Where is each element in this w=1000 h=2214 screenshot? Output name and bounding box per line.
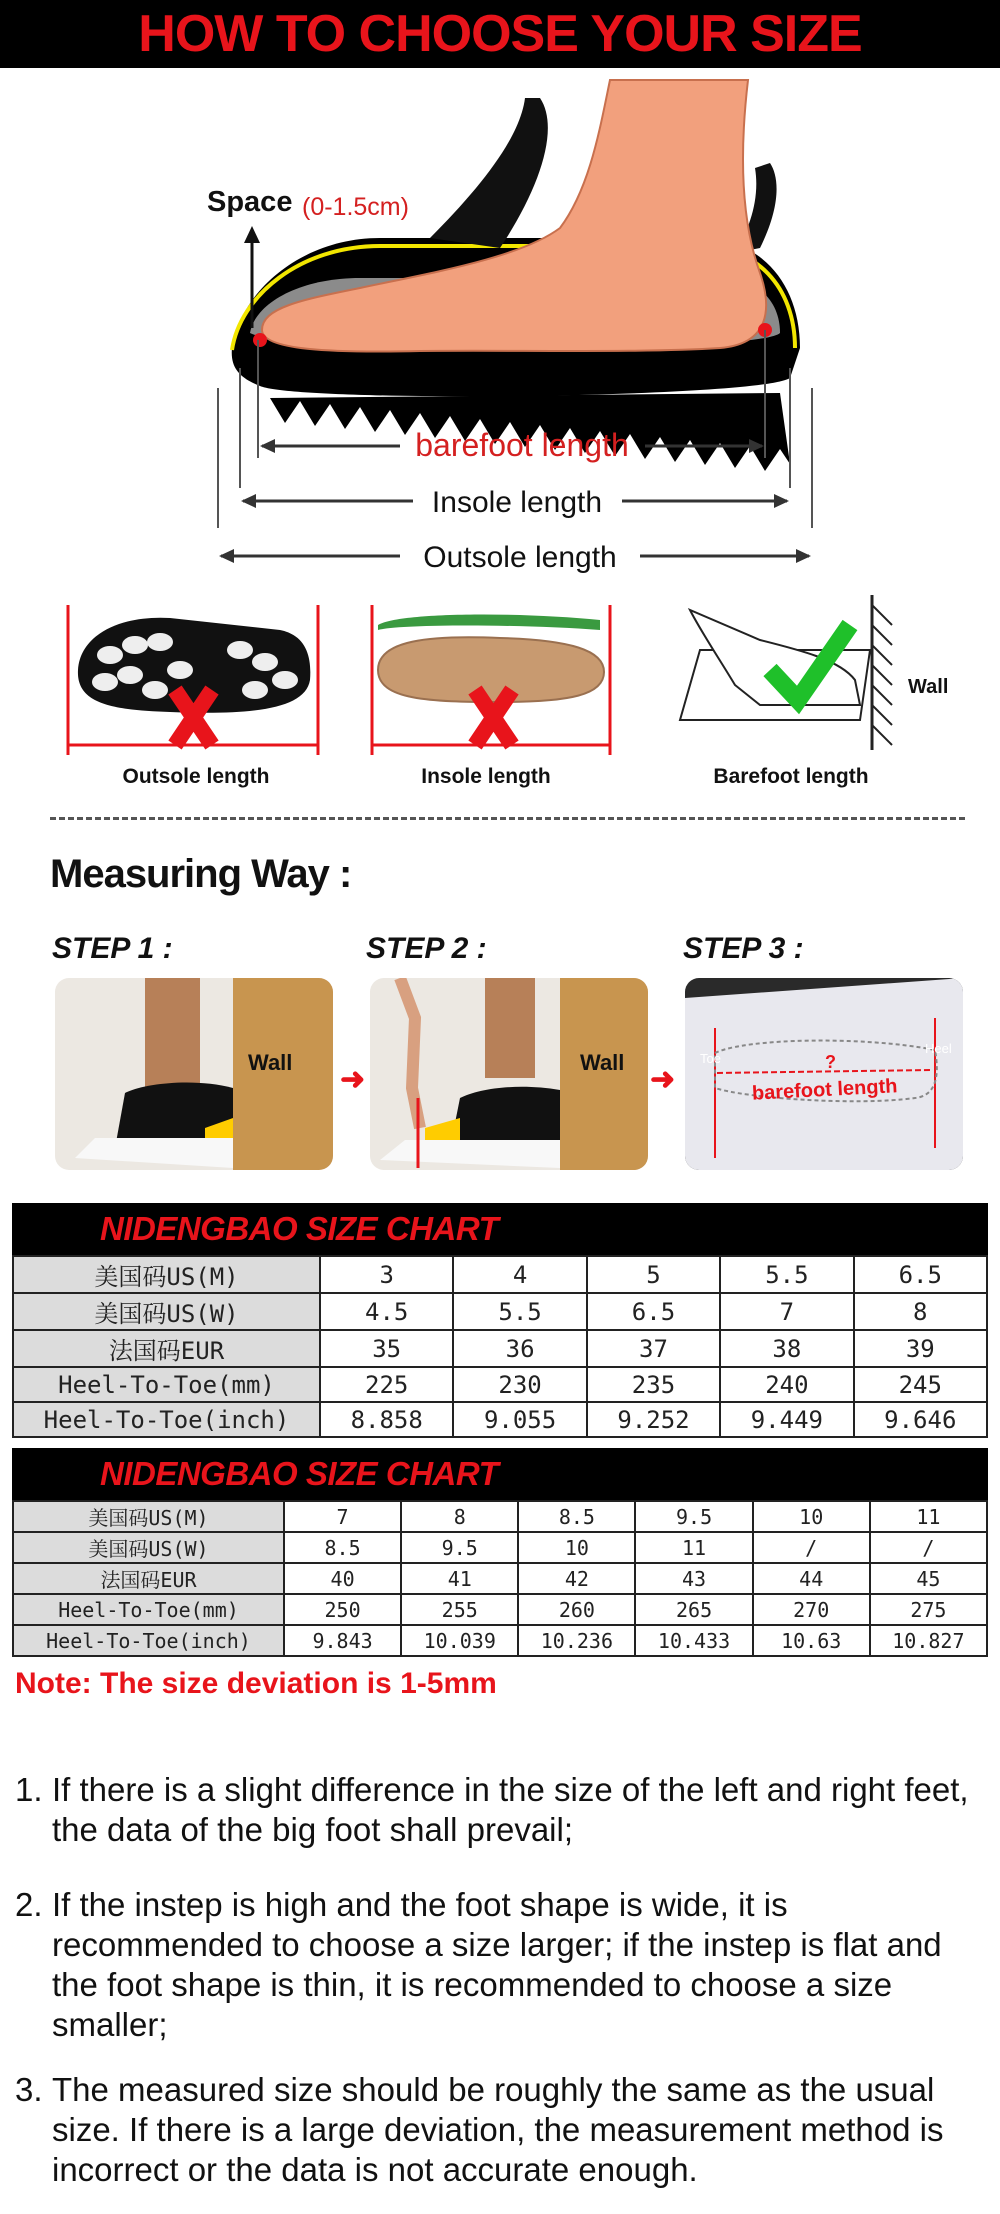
table-cell: 9.646 <box>854 1402 987 1437</box>
table-cell: 5.5 <box>720 1256 853 1293</box>
table-cell: 43 <box>635 1563 752 1594</box>
tip-3 <box>15 2070 990 2190</box>
size-chart-2-title: NIDENGBAO SIZE CHART <box>100 1455 499 1492</box>
foot-diagram <box>0 68 1000 588</box>
row-label: 法国码EUR <box>13 1563 284 1594</box>
table-row <box>13 1625 987 1656</box>
table-cell: 235 <box>587 1367 720 1402</box>
step-2-wall: Wall <box>580 1050 625 1075</box>
table-cell: 9.5 <box>401 1532 518 1563</box>
table-cell: 9.055 <box>453 1402 586 1437</box>
space-label: Space <box>207 186 293 218</box>
table-cell: 41 <box>401 1563 518 1594</box>
table-cell: 45 <box>870 1563 987 1594</box>
size-chart-1-header <box>12 1203 988 1255</box>
row-label: 美国码US(W) <box>13 1293 320 1330</box>
table-cell: 8.5 <box>284 1532 401 1563</box>
tip-3-text: The measured size should be roughly the same as the usual size. If there is a large deviation, the measurement method is incorrect or the data is not accurate enough. <box>52 2071 944 2188</box>
table-cell: 10.039 <box>401 1625 518 1656</box>
tip-1-text: If there is a slight difference in the size of the left and right feet, the data of the big foot shall prevail; <box>52 1771 969 1848</box>
measuring-way-title: Measuring Way : <box>50 852 352 896</box>
table-row <box>13 1402 987 1437</box>
size-chart-2-header <box>12 1448 988 1500</box>
step-2-image <box>370 978 648 1170</box>
table-cell: 37 <box>587 1330 720 1367</box>
table-cell: 10 <box>518 1532 635 1563</box>
table-cell: 230 <box>453 1367 586 1402</box>
table-cell: / <box>753 1532 870 1563</box>
insole-length-label: Insole length <box>431 486 603 519</box>
size-chart-1 <box>12 1203 988 1438</box>
table-row <box>13 1563 987 1594</box>
barefoot-length-label: barefoot length <box>415 427 629 463</box>
tip-1 <box>15 1770 990 1850</box>
table-cell: 240 <box>720 1367 853 1402</box>
table-cell: 3 <box>320 1256 453 1293</box>
table-cell: 6.5 <box>587 1293 720 1330</box>
table-cell: 275 <box>870 1594 987 1625</box>
barefoot-illustration <box>680 595 948 750</box>
step-3-question: ? <box>825 1052 836 1072</box>
table-cell: 255 <box>401 1594 518 1625</box>
step-2-label: STEP 2 : <box>366 932 487 965</box>
table-cell: 10.827 <box>870 1625 987 1656</box>
table-cell: 5.5 <box>453 1293 586 1330</box>
table-cell: 11 <box>635 1532 752 1563</box>
table-cell: 42 <box>518 1563 635 1594</box>
size-table-2 <box>12 1500 988 1657</box>
step-3-caption: barefoot length <box>751 1075 898 1105</box>
table-cell: 4 <box>453 1256 586 1293</box>
size-chart-2 <box>12 1448 988 1657</box>
table-cell: 9.449 <box>720 1402 853 1437</box>
table-cell: 7 <box>720 1293 853 1330</box>
table-cell: 9.5 <box>635 1501 752 1532</box>
table-cell: 8.858 <box>320 1402 453 1437</box>
table-cell: 225 <box>320 1367 453 1402</box>
row-label: Heel-To-Toe(inch) <box>13 1402 320 1437</box>
barefoot-caption: Barefoot length <box>713 765 869 788</box>
table-cell: 6.5 <box>854 1256 987 1293</box>
space-range: (0-1.5cm) <box>302 193 409 221</box>
table-row <box>13 1256 987 1293</box>
tip-2-text: If the instep is high and the foot shape is wide, it is recommended to choose a size larger; if the instep is flat and the foot shape is thin, it is recommended to choose a size smaller; <box>52 1886 942 2043</box>
step-3-label: STEP 3 : <box>683 932 804 965</box>
table-cell: 10.236 <box>518 1625 635 1656</box>
step-arrow-1: ➜ <box>340 1063 366 1096</box>
table-cell: 38 <box>720 1330 853 1367</box>
size-chart-1-title: NIDENGBAO SIZE CHART <box>100 1210 499 1247</box>
page-title: HOW TO CHOOSE YOUR SIZE <box>138 5 862 63</box>
table-cell: 8 <box>854 1293 987 1330</box>
table-cell: 39 <box>854 1330 987 1367</box>
step-1-wall: Wall <box>248 1050 293 1075</box>
outsole-illustration <box>68 605 318 755</box>
table-cell: 35 <box>320 1330 453 1367</box>
title-banner <box>0 0 1000 68</box>
table-row <box>13 1293 987 1330</box>
table-row <box>13 1594 987 1625</box>
table-cell: 8 <box>401 1501 518 1532</box>
step-3-toe: Toe <box>700 1051 721 1066</box>
table-cell: / <box>870 1532 987 1563</box>
size-deviation-note: Note: The size deviation is 1-5mm <box>15 1667 497 1700</box>
step-1-image <box>55 978 333 1170</box>
table-cell: 36 <box>453 1330 586 1367</box>
table-cell: 44 <box>753 1563 870 1594</box>
table-cell: 11 <box>870 1501 987 1532</box>
outsole-length-label: Outsole length <box>423 541 617 574</box>
step-3-image <box>685 978 963 1170</box>
table-cell: 10.63 <box>753 1625 870 1656</box>
table-row <box>13 1367 987 1402</box>
table-cell: 5 <box>587 1256 720 1293</box>
tip-2-number: 2. <box>15 1886 43 1923</box>
table-row <box>13 1330 987 1367</box>
outsole-caption: Outsole length <box>122 765 270 788</box>
row-label: 法国码EUR <box>13 1330 320 1367</box>
step-1-label: STEP 1 : <box>52 932 173 965</box>
row-label: 美国码US(W) <box>13 1532 284 1563</box>
tip-3-number: 3. <box>15 2071 43 2108</box>
row-label: 美国码US(M) <box>13 1256 320 1293</box>
row-label: Heel-To-Toe(mm) <box>13 1367 320 1402</box>
table-cell: 250 <box>284 1594 401 1625</box>
step-3-heel: Heel <box>925 1041 952 1056</box>
tip-2 <box>15 1885 990 2045</box>
table-cell: 10.433 <box>635 1625 752 1656</box>
table-row <box>13 1501 987 1532</box>
tip-1-number: 1. <box>15 1771 43 1808</box>
section-divider <box>50 817 965 820</box>
table-cell: 9.252 <box>587 1402 720 1437</box>
table-cell: 7 <box>284 1501 401 1532</box>
table-cell: 265 <box>635 1594 752 1625</box>
table-row <box>13 1532 987 1563</box>
table-cell: 40 <box>284 1563 401 1594</box>
table-cell: 245 <box>854 1367 987 1402</box>
row-label: 美国码US(M) <box>13 1501 284 1532</box>
table-cell: 9.843 <box>284 1625 401 1656</box>
table-cell: 8.5 <box>518 1501 635 1532</box>
row-label: Heel-To-Toe(mm) <box>13 1594 284 1625</box>
insole-illustration <box>372 605 610 755</box>
size-table-1 <box>12 1255 988 1438</box>
table-cell: 260 <box>518 1594 635 1625</box>
table-cell: 4.5 <box>320 1293 453 1330</box>
table-cell: 10 <box>753 1501 870 1532</box>
wall-label: Wall <box>908 676 949 698</box>
row-label: Heel-To-Toe(inch) <box>13 1625 284 1656</box>
step-arrow-2: ➜ <box>650 1063 676 1096</box>
insole-caption: Insole length <box>421 765 551 788</box>
method-illustrations <box>0 590 1000 800</box>
table-cell: 270 <box>753 1594 870 1625</box>
